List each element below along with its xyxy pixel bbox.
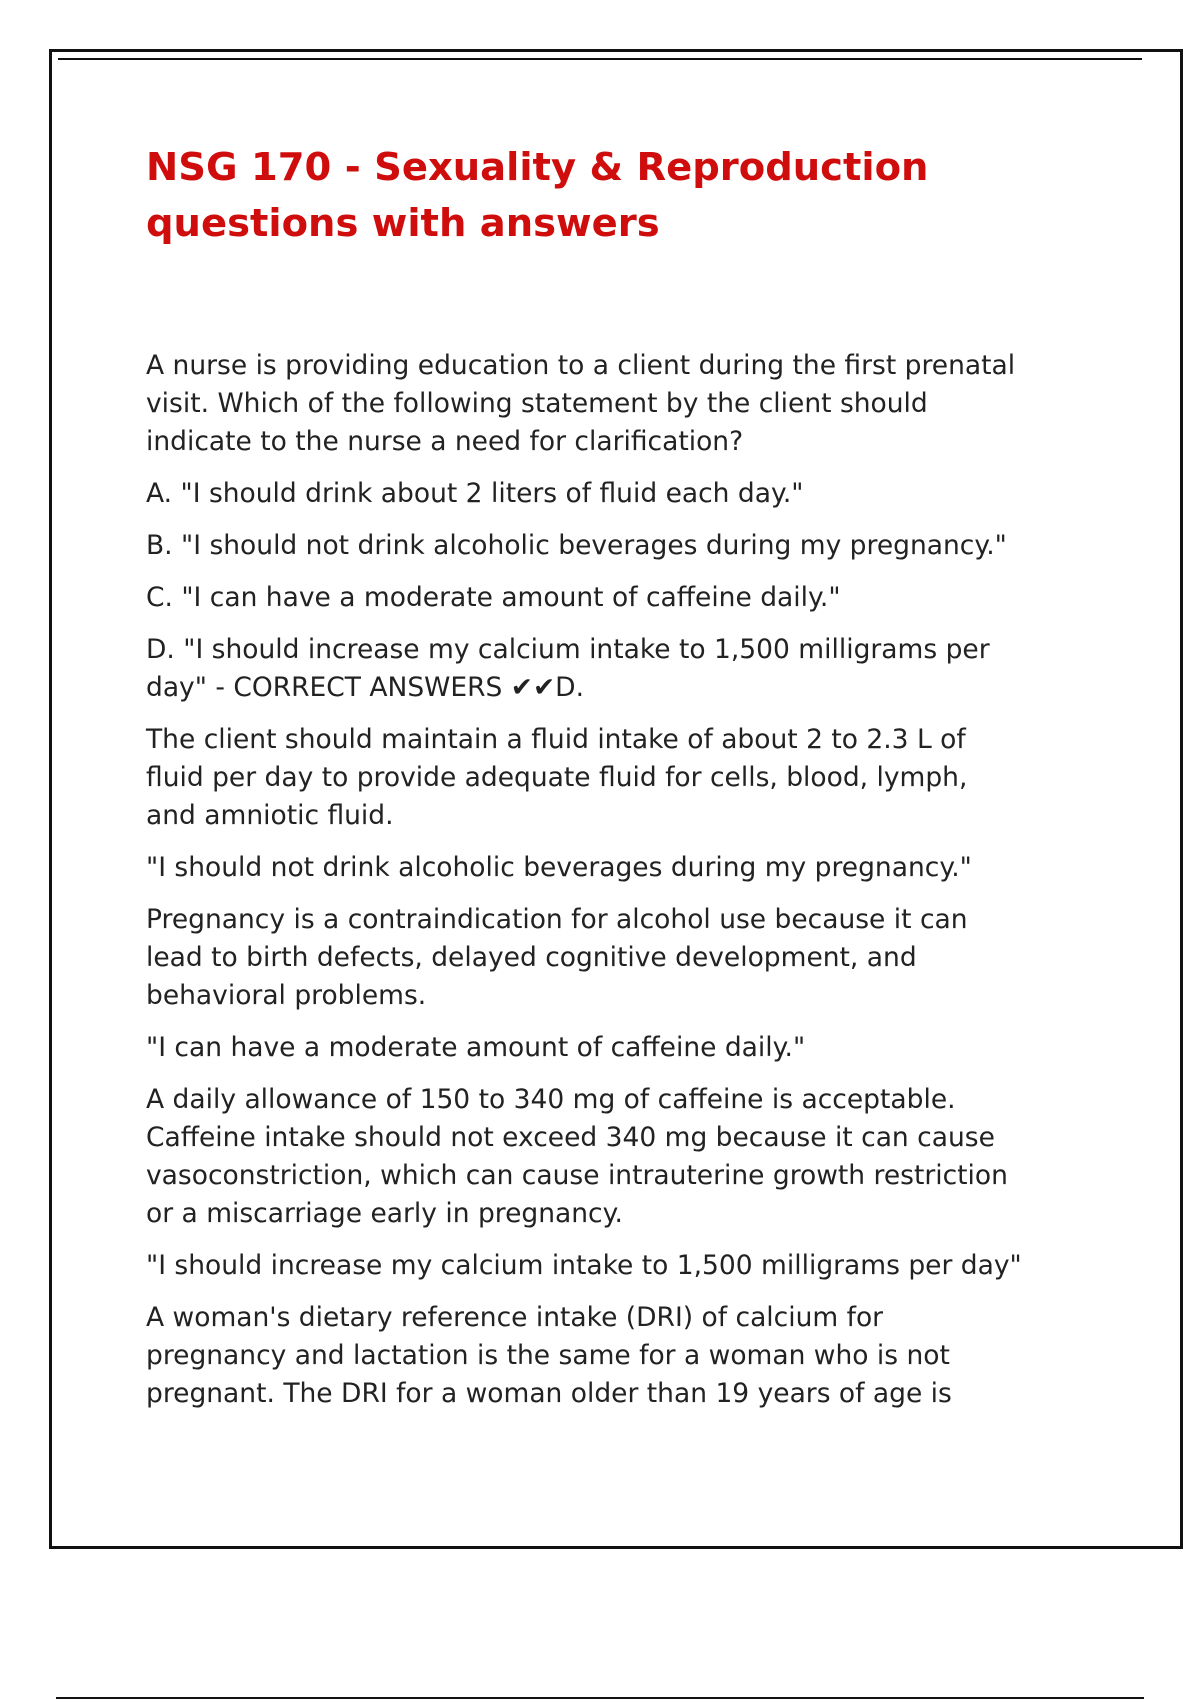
rationale-alcohol: Pregnancy is a contraindication for alcohol use because it can lead to birth defects, delayed cognitive development, and behavioral problems. <box>146 904 968 1011</box>
rationale-fluid: The client should maintain a fluid intake of about 2 to 2.3 L of fluid per day to provide adequate fluid for cells, blood, lymph, and amniotic fluid. <box>146 724 968 831</box>
rationale-calcium: A woman's dietary reference intake (DRI) of calcium for pregnancy and lactation is the same for a woman who is not pregnant. The DRI for a woman older than 19 years of age is <box>146 1302 952 1409</box>
top-rule <box>58 58 1142 60</box>
answer-option-c: C. "I can have a moderate amount of caffeine daily." <box>146 582 841 613</box>
question-stem: A nurse is providing education to a client during the first prenatal visit. Which of the following statement by the client should indicate to the nurse a need for clarification? <box>146 350 1016 457</box>
answer-option-a: A. "I should drink about 2 liters of fluid each day." <box>146 478 804 509</box>
quoted-statement-calcium: "I should increase my calcium intake to 1,500 milligrams per day" <box>146 1250 1022 1281</box>
document-body <box>146 140 1096 1427</box>
answer-option-b: B. "I should not drink alcoholic beverages during my pregnancy." <box>146 530 1007 561</box>
bottom-rule <box>56 1697 1144 1699</box>
rationale-caffeine: A daily allowance of 150 to 340 mg of caffeine is acceptable. Caffeine intake should not exceed 340 mg because it can cause vasoconstriction, which can cause intrauterine growth restriction or a miscarriage early in pregnancy. <box>146 1084 1008 1229</box>
quoted-statement-caffeine: "I can have a moderate amount of caffeine daily." <box>146 1032 806 1063</box>
answer-option-d-with-correct-answer: D. "I should increase my calcium intake to 1,500 milligrams per day" - CORRECT ANSWERS ✔✔D. <box>146 634 990 703</box>
quoted-statement-alcohol: "I should not drink alcoholic beverages during my pregnancy." <box>146 852 972 883</box>
document-title: NSG 170 - Sexuality & Reproduction questions with answers <box>146 145 929 246</box>
